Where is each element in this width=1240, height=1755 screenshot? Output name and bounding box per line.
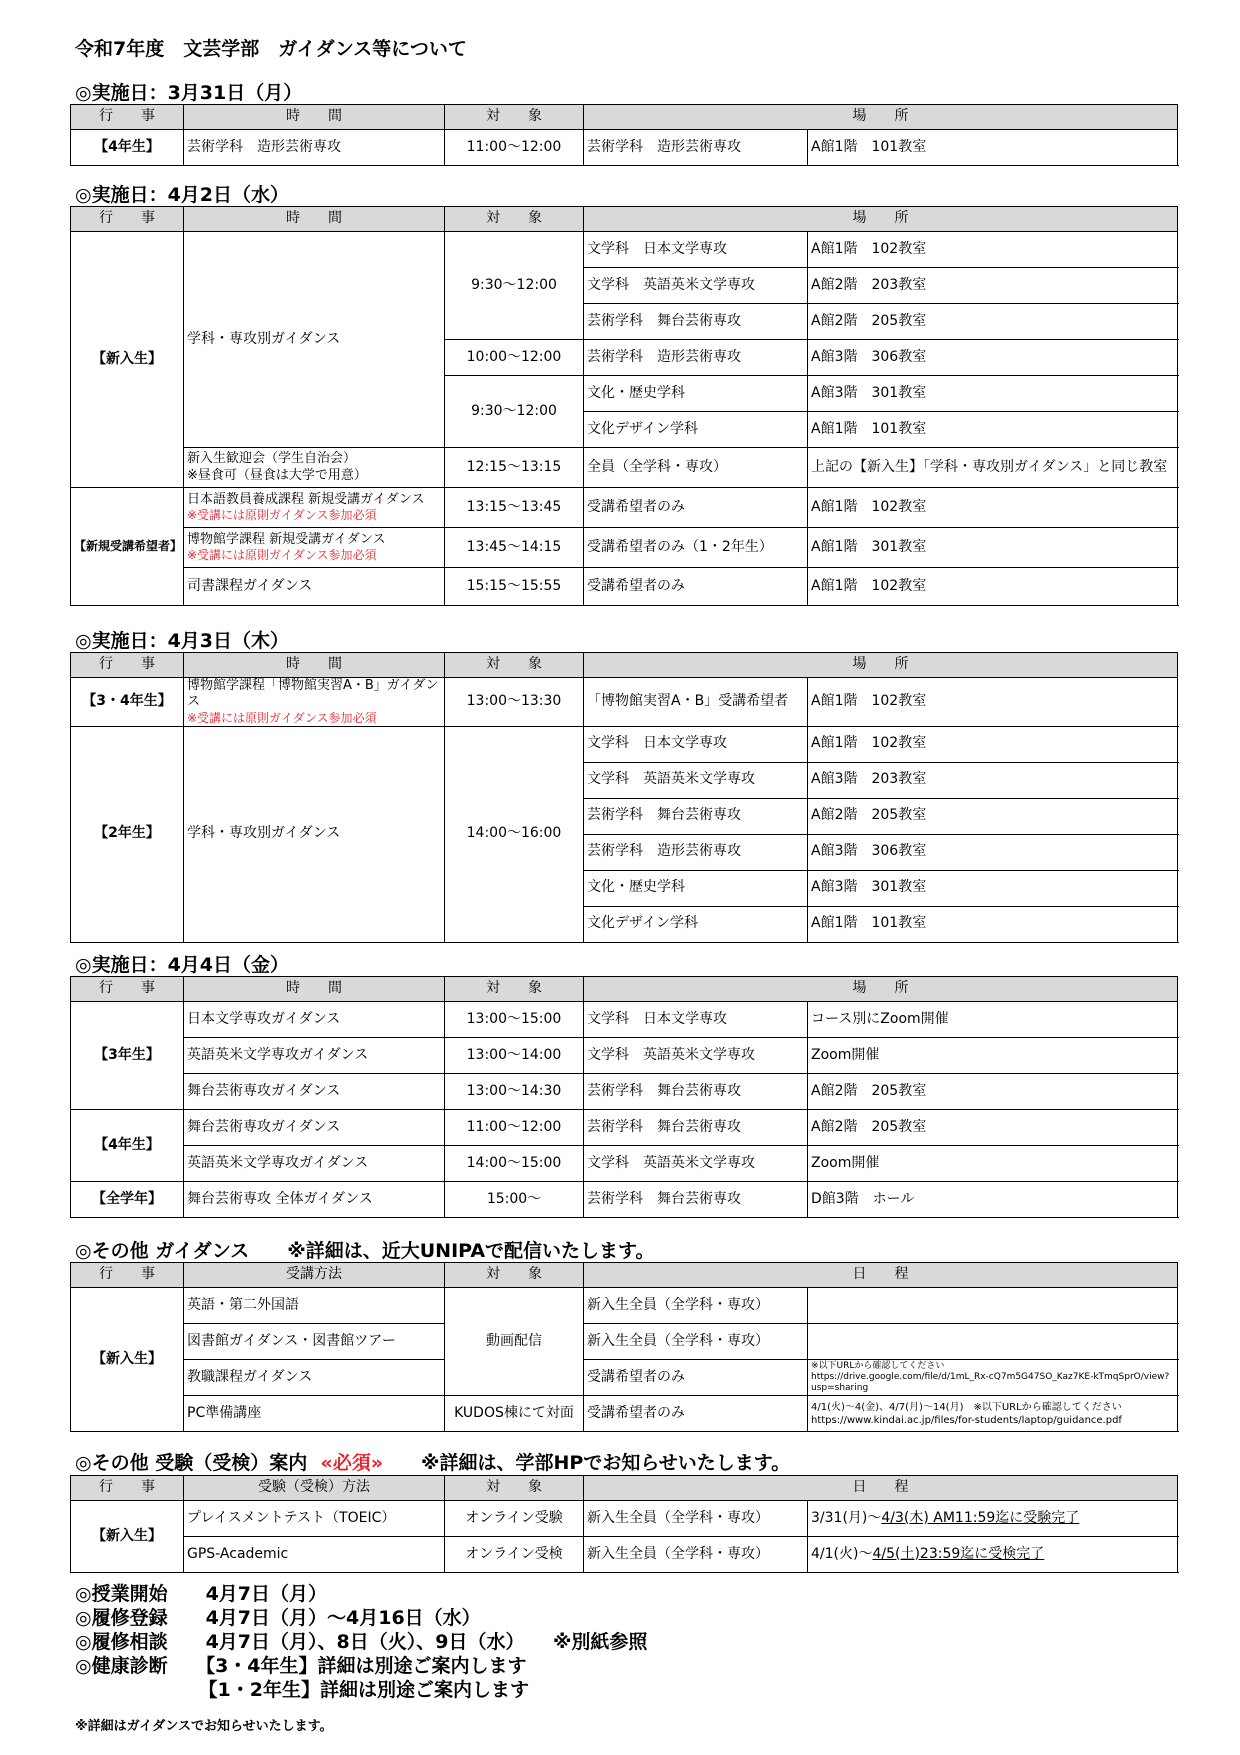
group-label: 【3・4年生】	[71, 678, 184, 727]
jp-note: ※受講には原則ガイダンス参加必須	[187, 508, 377, 523]
group-label: 【2年生】	[71, 726, 184, 942]
place-cell: A館1階 102教室	[808, 568, 1178, 606]
time-cell: 13:00～13:30	[445, 678, 584, 727]
table-0404	[70, 976, 1178, 1218]
event-cell: 英語英米文学専攻ガイダンス	[184, 1038, 445, 1074]
place-cell: D館3階 ホール	[808, 1182, 1178, 1218]
col-target: 対 象	[445, 653, 584, 678]
event-cell	[184, 528, 445, 568]
section-heading-0402: ◎実施日：4月2日（水）	[75, 184, 290, 206]
col-event: 行 事	[71, 105, 184, 130]
event-cell: 英語英米文学専攻ガイダンス	[184, 1146, 445, 1182]
method-cell: オンライン受検	[445, 1537, 584, 1573]
col-event: 行 事	[71, 977, 184, 1002]
event-cell: GPS-Academic	[184, 1537, 445, 1573]
group-label: 【新入生】	[71, 232, 184, 488]
schedule-cell	[808, 1501, 1178, 1537]
target-cell: 芸術学科 舞台芸術専攻	[584, 1182, 808, 1218]
place-cell: A館1階 102教室	[808, 678, 1178, 727]
event-cell: 教職課程ガイダンス	[184, 1360, 445, 1396]
section-heading-0403: ◎実施日：4月3日（木）	[75, 630, 290, 652]
footer-health-check: ◎健康診断 【3・4年生】詳細は別途ご案内します	[75, 1655, 527, 1677]
target-cell: 受講希望者のみ	[584, 488, 808, 528]
time-cell: 13:15～13:45	[445, 488, 584, 528]
col-place: 場 所	[584, 207, 1178, 232]
col-place: 場 所	[584, 653, 1178, 678]
place-cell: 上記の【新入生】「学科・専攻別ガイダンス」と同じ教室	[808, 448, 1178, 488]
target-cell: 文化・歴史学科	[584, 870, 808, 906]
time-cell: 14:00～16:00	[445, 726, 584, 942]
col-target: 対 象	[445, 977, 584, 1002]
schedule-note: ※以下URLから確認してください	[811, 1361, 945, 1372]
group-label: 【新入生】	[71, 1501, 184, 1573]
event-cell: 司書課程ガイダンス	[184, 568, 445, 606]
jp-line-1: 日本語教員養成課程 新規受講ガイダンス	[187, 491, 425, 507]
schedule-start: 3/31(月)～	[811, 1509, 882, 1526]
table-0331-body	[70, 104, 1178, 166]
place-cell: A館3階 301教室	[808, 376, 1178, 412]
target-cell: 芸術学科 造形芸術専攻	[584, 834, 808, 870]
event-cell: PC準備講座	[184, 1396, 445, 1432]
footer-consultation: ◎履修相談 4月7日（月）、8日（火）、9日（水） ※別紙参照	[75, 1631, 648, 1653]
target-cell: 文化・歴史学科	[584, 376, 808, 412]
col-time: 時 間	[184, 977, 445, 1002]
section-heading-exams	[75, 1448, 790, 1475]
event-cell: 英語・第二外国語	[184, 1288, 445, 1324]
target-cell: 全員（全学科・専攻）	[584, 448, 808, 488]
event-cell: 学科・専攻別ガイダンス	[184, 726, 445, 942]
event-cell	[184, 448, 445, 488]
target-cell: 芸術学科 舞台芸術専攻	[584, 1110, 808, 1146]
target-cell: 文学科 英語英米文学専攻	[584, 1038, 808, 1074]
target-cell: 文学科 英語英米文学専攻	[584, 762, 808, 798]
event-cell: 舞台芸術専攻 全体ガイダンス	[184, 1182, 445, 1218]
method-cell: オンライン受験	[445, 1501, 584, 1537]
place-cell: コース別にZoom開催	[808, 1002, 1178, 1038]
time-cell: 11:00～12:00	[445, 130, 584, 166]
target-cell: 受講希望者のみ	[584, 568, 808, 606]
schedule-cell	[808, 1537, 1178, 1573]
section-heading-0404: ◎実施日：4月4日（金）	[75, 954, 290, 976]
schedule-start: 4/1(火)～	[811, 1545, 873, 1562]
mu-line-1: 博物館学課程 新規受講ガイダンス	[187, 531, 386, 547]
place-cell: A館1階 102教室	[808, 232, 1178, 268]
place-cell: A館2階 205教室	[808, 1110, 1178, 1146]
heading-note: ※詳細は、近大UNIPAで配信いたします。	[287, 1240, 655, 1262]
col-schedule: 日 程	[584, 1476, 1178, 1501]
event-cell: プレイスメントテスト（TOEIC）	[184, 1501, 445, 1537]
place-cell: A館1階 102教室	[808, 726, 1178, 762]
place-cell: A館3階 301教室	[808, 870, 1178, 906]
heading-note: ※詳細は、学部HPでお知らせいたします。	[421, 1452, 791, 1474]
schedule-cell	[808, 1288, 1178, 1324]
target-cell: 受講希望者のみ（1・2年生）	[584, 528, 808, 568]
group-label: 【全学年】	[71, 1182, 184, 1218]
mu-note: ※受講には原則ガイダンス参加必須	[187, 548, 377, 563]
schedule-deadline: 4/3(木) AM11:59迄に受験完了	[881, 1509, 1080, 1526]
col-event: 行 事	[71, 653, 184, 678]
table-exams	[70, 1475, 1178, 1573]
method-cell: 動画配信	[445, 1288, 584, 1396]
col-place: 場 所	[584, 105, 1178, 130]
event-cell: 学科・専攻別ガイダンス	[184, 232, 445, 448]
place-cell: A館2階 205教室	[808, 1074, 1178, 1110]
target-cell: 文学科 日本文学専攻	[584, 232, 808, 268]
museum-line-1: 博物館学課程「博物館実習A・B」ガイダンス	[187, 678, 439, 710]
event-cell: 日本文学専攻ガイダンス	[184, 1002, 445, 1038]
heading-text: ◎その他 ガイダンス	[75, 1240, 250, 1262]
target-cell: 芸術学科 舞台芸術専攻	[584, 304, 808, 340]
place-cell: A館3階 306教室	[808, 834, 1178, 870]
schedule-note: 4/1(火)～4(金)、4/7(月)～14(月) ※以下URLから確認してください	[811, 1401, 1122, 1413]
col-event: 行 事	[71, 1476, 184, 1501]
place-cell: A館3階 306教室	[808, 340, 1178, 376]
event-cell: 舞台芸術専攻ガイダンス	[184, 1074, 445, 1110]
schedule-cell	[808, 1324, 1178, 1360]
required-badge: «必須»	[320, 1452, 383, 1474]
place-cell: Zoom開催	[808, 1146, 1178, 1182]
time-cell: 9:30～12:00	[445, 232, 584, 340]
welcome-line-2: ※昼食可（昼食は大学で用意）	[187, 467, 367, 483]
place-cell: A館2階 205教室	[808, 798, 1178, 834]
table-0402	[70, 206, 1178, 606]
method-cell: KUDOS棟にて対面	[445, 1396, 584, 1432]
place-cell: A館1階 102教室	[808, 488, 1178, 528]
time-cell: 13:00～14:30	[445, 1074, 584, 1110]
group-label: 【4年生】	[71, 1110, 184, 1182]
target-cell: 新入生全員（全学科・専攻）	[584, 1288, 808, 1324]
time-cell: 13:45～14:15	[445, 528, 584, 568]
col-target: 対 象	[445, 105, 584, 130]
group-label: 【4年生】	[71, 130, 184, 166]
time-cell: 10:00～12:00	[445, 340, 584, 376]
schedule-cell	[808, 1396, 1178, 1432]
time-cell: 15:00～	[445, 1182, 584, 1218]
target-cell: 芸術学科 舞台芸術専攻	[584, 1074, 808, 1110]
section-heading-other-guidance	[75, 1236, 655, 1263]
target-cell: 受講希望者のみ	[584, 1396, 808, 1432]
group-label: 【新入生】	[71, 1288, 184, 1432]
col-event: 行 事	[71, 1263, 184, 1288]
col-method: 受講方法	[184, 1263, 445, 1288]
target-cell: 芸術学科 舞台芸術専攻	[584, 798, 808, 834]
schedule-deadline: 4/5(土)23:59迄に受検完了	[872, 1545, 1045, 1562]
time-cell: 14:00～15:00	[445, 1146, 584, 1182]
time-cell: 13:00～14:00	[445, 1038, 584, 1074]
target-cell: 文化デザイン学科	[584, 412, 808, 448]
target-cell: 受講希望者のみ	[584, 1360, 808, 1396]
place-cell: Zoom開催	[808, 1038, 1178, 1074]
group-label: 【新規受講希望者】	[71, 488, 184, 606]
target-cell: 「博物館実習A・B」受講希望者	[584, 678, 808, 727]
col-time: 時 間	[184, 653, 445, 678]
event-cell: 芸術学科 造形芸術専攻	[184, 130, 445, 166]
place-cell: A館1階 301教室	[808, 528, 1178, 568]
col-target: 対 象	[445, 207, 584, 232]
target-cell: 新入生全員（全学科・専攻）	[584, 1537, 808, 1573]
event-cell: 図書館ガイダンス・図書館ツアー	[184, 1324, 445, 1360]
place-cell: A館1階 101教室	[808, 906, 1178, 942]
place-cell: A館1階 101教室	[808, 130, 1178, 166]
footer-class-start: ◎授業開始 4月7日（月）	[75, 1583, 328, 1605]
welcome-line-1: 新入生歓迎会（学生自治会）	[187, 451, 357, 467]
col-place: 場 所	[584, 977, 1178, 1002]
time-cell: 15:15～15:55	[445, 568, 584, 606]
event-cell: 舞台芸術専攻ガイダンス	[184, 1110, 445, 1146]
time-cell: 11:00～12:00	[445, 1110, 584, 1146]
target-cell: 芸術学科 造形芸術専攻	[584, 340, 808, 376]
target-cell: 文学科 英語英米文学専攻	[584, 1146, 808, 1182]
group-label: 【3年生】	[71, 1002, 184, 1110]
event-cell	[184, 488, 445, 528]
target-cell: 新入生全員（全学科・専攻）	[584, 1324, 808, 1360]
heading-text: ◎その他 受験（受検）案内	[75, 1452, 308, 1474]
time-cell: 9:30～12:00	[445, 376, 584, 448]
place-cell: A館3階 203教室	[808, 762, 1178, 798]
target-cell: 文学科 日本文学専攻	[584, 726, 808, 762]
table-0403	[70, 652, 1178, 943]
footer-registration: ◎履修登録 4月7日（月）～4月16日（水）	[75, 1607, 481, 1629]
col-target: 対 象	[445, 1263, 584, 1288]
col-target: 対 象	[445, 1476, 584, 1501]
museum-note: ※受講には原則ガイダンス参加必須	[187, 710, 377, 725]
place-cell: A館1階 101教室	[808, 412, 1178, 448]
footer-health-check-2: 【1・2年生】詳細は別途ご案内します	[75, 1679, 529, 1701]
event-cell	[184, 678, 445, 727]
place-cell: A館2階 203教室	[808, 268, 1178, 304]
schedule-url-link[interactable]: https://drive.google.com/file/d/1mL_Rx-cQ7m5G47SO_Kaz7KE-kTmqSprO/view?usp=sharing	[811, 1372, 1170, 1393]
table-other-guidance	[70, 1262, 1178, 1432]
col-schedule: 日 程	[584, 1263, 1178, 1288]
schedule-url-link[interactable]: https://www.kindai.ac.jp/files/for-students/laptop/guidance.pdf	[811, 1414, 1122, 1426]
schedule-cell	[808, 1360, 1178, 1396]
page-title: 令和7年度 文芸学部 ガイダンス等について	[75, 38, 467, 60]
target-cell: 文学科 日本文学専攻	[584, 1002, 808, 1038]
col-event: 行 事	[71, 207, 184, 232]
time-cell: 12:15～13:15	[445, 448, 584, 488]
target-cell: 新入生全員（全学科・専攻）	[584, 1501, 808, 1537]
section-heading-0331: ◎実施日：3月31日（月）	[75, 82, 303, 104]
col-method: 受験（受検）方法	[184, 1476, 445, 1501]
col-time: 時 間	[184, 105, 445, 130]
target-cell: 文化デザイン学科	[584, 906, 808, 942]
footer-note: ※詳細はガイダンスでお知らせいたします。	[75, 1719, 333, 1734]
target-cell: 文学科 英語英米文学専攻	[584, 268, 808, 304]
target-cell: 芸術学科 造形芸術専攻	[584, 130, 808, 166]
time-cell: 13:00～15:00	[445, 1002, 584, 1038]
place-cell: A館2階 205教室	[808, 304, 1178, 340]
col-time: 時 間	[184, 207, 445, 232]
